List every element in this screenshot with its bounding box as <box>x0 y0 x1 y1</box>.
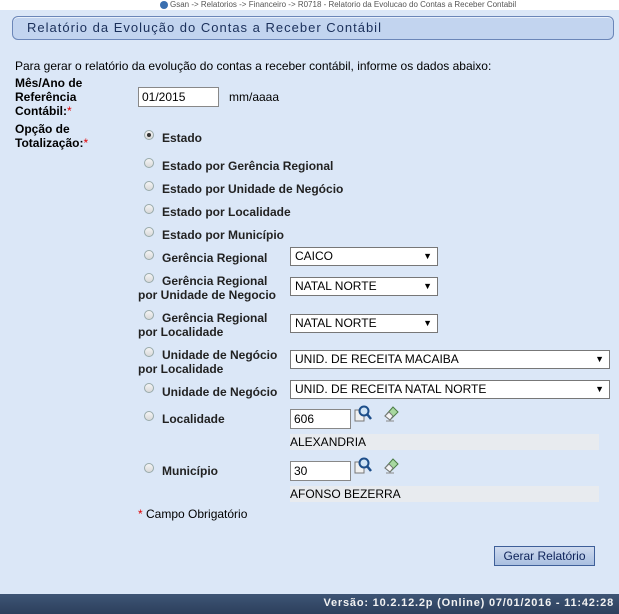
option-label-unidade-negocio: Unidade de Negócio <box>162 385 278 399</box>
eraser-icon[interactable] <box>382 404 400 422</box>
mes-ano-label-line: Contábil: <box>15 104 67 118</box>
required-note <box>138 507 247 521</box>
radio-localidade[interactable] <box>144 411 154 421</box>
localidade-name: ALEXANDRIA <box>290 434 599 450</box>
footer-bar <box>0 594 619 614</box>
dropdown-arrow-icon: ▼ <box>423 281 432 291</box>
gerencia-por-unidade-select[interactable] <box>290 277 438 296</box>
radio-gerencia-por-localidade[interactable] <box>144 310 154 320</box>
mes-ano-label-line: Referência <box>15 90 77 104</box>
dropdown-arrow-icon: ▼ <box>423 251 432 261</box>
radio-gerencia-regional[interactable] <box>144 250 154 260</box>
municipio-name: AFONSO BEZERRA <box>290 486 599 502</box>
option-label-unidade-por-localidade-2: por Localidade <box>138 362 224 376</box>
option-label-estado-municipio: Estado por Município <box>162 228 284 242</box>
option-label-localidade: Localidade <box>162 412 225 426</box>
select-value: UNID. DE RECEITA MACAIBA <box>295 352 459 366</box>
option-label-estado-localidade: Estado por Localidade <box>162 205 291 219</box>
radio-unidade-por-localidade[interactable] <box>144 347 154 357</box>
opcao-label-line: Totalização: <box>15 136 84 150</box>
select-value: CAICO <box>295 249 334 263</box>
opcao-label <box>15 122 88 150</box>
mes-ano-input[interactable] <box>138 87 219 107</box>
breadcrumb <box>0 0 619 10</box>
option-label-estado-gerencia: Estado por Gerência Regional <box>162 159 334 173</box>
required-mark: * <box>138 507 143 521</box>
dropdown-arrow-icon: ▼ <box>595 384 604 394</box>
gerencia-por-localidade-select[interactable] <box>290 314 438 333</box>
radio-estado[interactable] <box>144 130 154 140</box>
unidade-por-localidade-select[interactable] <box>290 350 610 369</box>
option-label-estado: Estado <box>162 131 203 145</box>
dropdown-arrow-icon: ▼ <box>423 318 432 328</box>
required-note-text: Campo Obrigatório <box>142 507 248 521</box>
gerencia-regional-select[interactable] <box>290 247 438 266</box>
page-title-bar <box>12 16 614 40</box>
option-label-gerencia-por-unidade-2: por Unidade de Negocio <box>138 288 277 302</box>
option-label-municipio: Município <box>162 464 218 478</box>
dropdown-arrow-icon: ▼ <box>595 354 604 364</box>
select-value: NATAL NORTE <box>295 316 377 330</box>
option-label-gerencia-por-localidade-2: por Localidade <box>138 325 224 339</box>
opcao-label-line: Opção de <box>15 122 70 136</box>
option-label-gerencia-por-localidade-1: Gerência Regional <box>162 311 268 325</box>
version-text: Versão: 10.2.12.2p (Online) 07/01/2016 - 11:42:28 <box>323 597 614 609</box>
municipio-code-input[interactable] <box>290 461 351 481</box>
required-mark: * <box>83 136 89 150</box>
mes-ano-hint: mm/aaaa <box>229 90 280 104</box>
radio-estado-localidade[interactable] <box>144 204 154 214</box>
select-value: UNID. DE RECEITA NATAL NORTE <box>295 382 487 396</box>
magnifier-icon[interactable] <box>354 456 372 474</box>
required-mark: * <box>67 104 72 118</box>
localidade-code-input[interactable] <box>290 409 351 429</box>
mes-ano-label-line: Mês/Ano de <box>15 76 83 90</box>
option-label-gerencia-regional: Gerência Regional <box>162 251 268 265</box>
intro-text: Para gerar o relatório da evolução do contas a receber contábil, informe os dados abaixo: <box>15 59 492 73</box>
radio-municipio[interactable] <box>144 463 154 473</box>
mes-ano-label <box>15 76 82 118</box>
option-label-gerencia-por-unidade-1: Gerência Regional <box>162 274 268 288</box>
option-label-unidade-por-localidade-1: Unidade de Negócio <box>162 348 278 362</box>
eraser-icon[interactable] <box>382 456 400 474</box>
select-value: NATAL NORTE <box>295 279 377 293</box>
gerar-relatorio-button[interactable]: Gerar Relatório <box>494 546 595 566</box>
help-icon[interactable] <box>160 1 168 9</box>
page-title: Relatório da Evolução do Contas a Receber Contábil <box>27 20 382 35</box>
magnifier-icon[interactable] <box>354 404 372 422</box>
unidade-negocio-select[interactable] <box>290 380 610 399</box>
radio-unidade-negocio[interactable] <box>144 383 154 393</box>
breadcrumb-text: Gsan -> Relatorios -> Financeiro -> R0718 - Relatorio da Evolucao do Contas a Receber Contabil <box>170 0 517 9</box>
radio-estado-municipio[interactable] <box>144 227 154 237</box>
radio-gerencia-por-unidade[interactable] <box>144 273 154 283</box>
radio-estado-unidade[interactable] <box>144 181 154 191</box>
option-label-estado-unidade: Estado por Unidade de Negócio <box>162 182 344 196</box>
radio-estado-gerencia[interactable] <box>144 158 154 168</box>
